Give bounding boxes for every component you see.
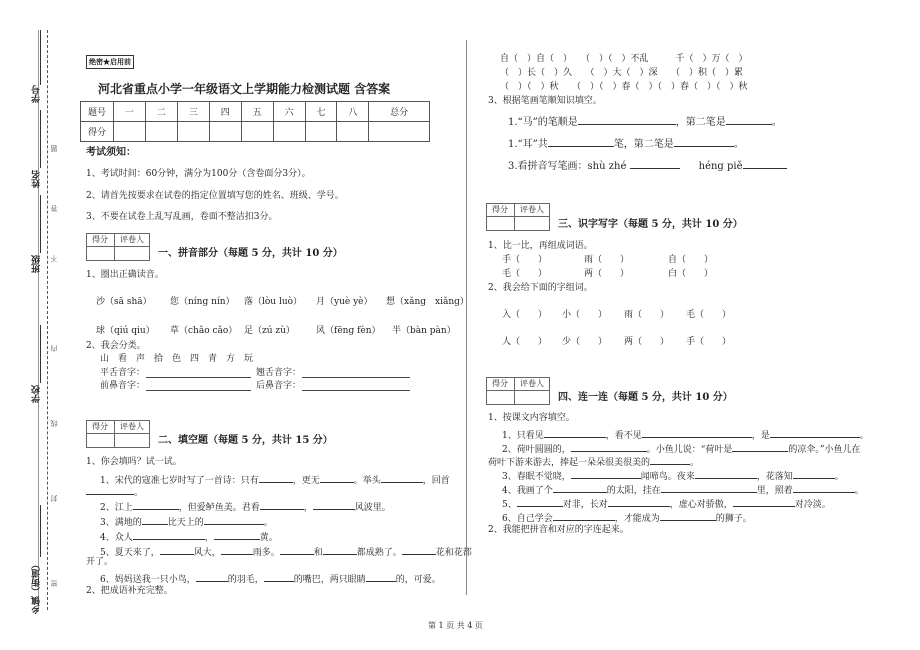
fill-line-5 (100, 544, 472, 559)
page-title: 河北省重点小学一年级语文上学期能力检测试题 含答案 (98, 82, 391, 96)
word-item: 小（ ） (562, 310, 608, 320)
score-input-cell[interactable] (145, 122, 177, 142)
pinyin-item: 风（fēng fèn） (316, 326, 381, 336)
word-item: 两（ ） (624, 337, 670, 347)
fill-blank[interactable] (571, 441, 647, 452)
score-cell: 八 (337, 102, 369, 122)
score-input-cell[interactable] (337, 122, 369, 142)
section1-title: 一、拼音部分（每题 5 分，共计 10 分） (158, 248, 343, 259)
fill-blank[interactable] (260, 499, 304, 510)
grader-score-label: 得分 (492, 205, 508, 214)
fill-line-3 (100, 514, 273, 529)
fill-blank[interactable] (204, 514, 264, 525)
score-input-cell[interactable] (369, 122, 430, 142)
fill-blank[interactable] (571, 468, 641, 479)
fill-blank[interactable] (320, 472, 354, 483)
passage-line-2-cont (488, 454, 699, 469)
fill-blank[interactable] (661, 482, 757, 493)
score-table-header-row (81, 102, 430, 122)
passage-line-3 (502, 468, 844, 483)
binding-dashed-line (47, 30, 48, 610)
fill-text: 。举头 (353, 476, 381, 486)
pinyin-item: 足（zú zù） (244, 326, 295, 336)
fill-text: 。 (263, 518, 273, 528)
section3-q1: 1、比一比，再组成词语。 (488, 241, 593, 251)
score-cell: 七 (305, 102, 337, 122)
fill-text: 的太阳，挂在 (606, 486, 661, 496)
fill-text: ，才能成为 (614, 514, 660, 524)
notice-item: 2、请首先按要求在试卷的指定位置填写您的姓名、班级、学号。 (86, 191, 344, 201)
fill-text: 1、只看见 (502, 431, 544, 441)
fill-blank[interactable] (313, 499, 355, 510)
compare-item: 白（ ） (668, 269, 714, 279)
fill-text: 对冷淡。 (794, 500, 831, 510)
passage-line-5 (502, 496, 831, 511)
pinyin-item: 沙（sā shā） (96, 297, 152, 307)
score-cell: 二 (145, 102, 177, 122)
section2-title: 二、填空题（每题 5 分，共计 15 分） (158, 435, 333, 446)
secret-label: 绝密★启用前 (86, 55, 134, 69)
fill-blank[interactable] (366, 571, 396, 582)
score-cell: 题号 (81, 102, 114, 122)
section3-q2: 2、我会给下面的字组词。 (488, 283, 593, 293)
school-label: 学校 (32, 385, 42, 403)
fill-blank[interactable] (381, 472, 423, 483)
score-input-cell[interactable] (209, 122, 241, 142)
section1-q2: 2、我会分类。 (86, 341, 146, 351)
fill-blank[interactable] (578, 114, 676, 125)
section4-q1: 1、按课文内容填空。 (488, 413, 575, 423)
fill-text: 5、夏天来了， (100, 548, 160, 558)
grader-box (86, 233, 150, 261)
township-label: 乡镇（街道） (32, 560, 42, 614)
name-label: 姓名 (32, 170, 42, 188)
fill-text: 4、众人 (100, 533, 133, 543)
fill-text: ，是 (751, 431, 770, 441)
fill-blank[interactable] (133, 529, 205, 540)
dash-word-mi: 密 (50, 580, 58, 587)
fill-blank[interactable] (264, 571, 294, 582)
grader-box (486, 377, 550, 405)
fill-line-6 (100, 571, 441, 586)
grader-box (86, 420, 150, 448)
fill-blank[interactable] (642, 427, 752, 438)
fill-text: 3.看拼音写笔画：shù zhé (508, 161, 627, 172)
fill-blank[interactable] (214, 529, 260, 540)
fill-line-5-cont: 开了。 (86, 557, 114, 567)
score-cell: 一 (114, 102, 146, 122)
fill-blank[interactable] (259, 472, 293, 483)
front-nasal-blank[interactable] (146, 390, 251, 391)
compare-item: 自（ ） (668, 255, 714, 265)
section1-q1: 1、圈出正确读音。 (86, 270, 164, 280)
section4-title: 四、连一连（每题 5 分，共计 10 分） (558, 392, 733, 403)
grader-reviewer-label: 评卷人 (120, 235, 144, 244)
pinyin-item: 想（xǎng xiǎng） (386, 297, 469, 307)
word-item: 入（ ） (502, 310, 548, 320)
grader-score-label: 得分 (92, 235, 108, 244)
compare-item: 毛（ ） (502, 269, 548, 279)
fill-text: ， (303, 503, 313, 513)
fill-text: 闻啼鸟。夜来 (640, 472, 695, 482)
school-blank[interactable] (40, 325, 41, 383)
word-item: 手（ ） (686, 337, 732, 347)
compare-item: 雨（ ） (584, 255, 630, 265)
score-cell: 四 (209, 102, 241, 122)
score-input-cell[interactable] (273, 122, 305, 142)
fill-line-1-cont: 。 (86, 484, 143, 499)
fill-blank[interactable] (743, 158, 787, 169)
dash-word-da: 答 (50, 205, 58, 212)
section3-title: 三、识字写字（每题 5 分，共计 10 分） (558, 219, 743, 230)
fill-blank[interactable] (553, 482, 607, 493)
notice-heading: 考试须知： (86, 147, 136, 158)
score-cell: 得分 (81, 122, 114, 142)
fill-text: ， (204, 533, 214, 543)
notice-item: 3、不要在试卷上乱写乱画，卷面不整洁扣3分。 (86, 212, 278, 222)
fill-text: ，看不见 (605, 431, 642, 441)
fill-text: ，虚心对骄傲， (669, 500, 733, 510)
fill-text: 1.“马”的笔顺是 (508, 117, 578, 128)
fill-text: 1.“耳”共 (508, 139, 548, 150)
classify-chars: 山 看 声 拾 色 四 青 方 玩 (100, 354, 254, 364)
pinyin-item: 草（chǎo cǎo） (170, 326, 238, 336)
score-input-cell[interactable] (305, 122, 337, 142)
grader-reviewer-label: 评卷人 (520, 205, 544, 214)
pinyin-item: 您（níng nín） (170, 297, 235, 307)
fill-text: 的嘴巴，两只眼睛 (293, 575, 366, 585)
fill-text: 5、 (502, 500, 517, 510)
back-nasal-blank[interactable] (302, 390, 410, 391)
fill-text: 3、满地的 (100, 518, 142, 528)
fill-text: 荷叶下游来游去，捧起一朵朵很美很美的 (488, 458, 651, 468)
fill-text: 的凉伞。”小鱼儿在 (788, 445, 861, 455)
idiom-row: （ ）（ ）秋 （ ）（ ）春（ ）（ ）春（ ）（ ）秋 (500, 82, 748, 92)
fill-blank[interactable] (660, 510, 716, 521)
fill-line-4 (100, 529, 278, 544)
dash-word-ti: 题 (50, 145, 58, 152)
fill-text: 。 (733, 139, 744, 150)
fill-blank[interactable] (517, 496, 563, 507)
stroke-question: 3、根据笔画笔顺知识填空。 (488, 96, 602, 106)
fill-text: 花和花都 (435, 548, 472, 558)
fill-blank[interactable] (733, 496, 795, 507)
fill-text: héng piě (698, 161, 743, 172)
dash-word-feng: 封 (50, 495, 58, 502)
compare-item: 手（ ） (502, 255, 548, 265)
fill-text: 。 (834, 472, 844, 482)
front-nasal-label: 前鼻音字： (100, 381, 146, 391)
fill-blank[interactable] (142, 514, 168, 525)
fill-text: 黄。 (259, 533, 278, 543)
curl-tongue-label: 翘舌音字： (256, 368, 302, 378)
flat-tongue-blank[interactable] (146, 377, 251, 378)
fill-text: 的羽毛， (227, 575, 264, 585)
fill-text: 对非，长对 (562, 500, 608, 510)
fill-blank[interactable] (695, 468, 757, 479)
idiom-row: （ ）长（ ）久 （ ）大（ ）深 （ ）积（ ）累 (500, 68, 744, 78)
fill-blank[interactable] (196, 571, 228, 582)
student-id-label: 学号 (32, 85, 42, 103)
fill-blank[interactable] (323, 544, 357, 555)
fill-blank[interactable] (630, 158, 680, 169)
fill-blank[interactable] (770, 427, 860, 438)
fill-text: 和 (313, 548, 323, 558)
fill-blank[interactable] (160, 544, 194, 555)
fill-text: 笔，第二笔是 (613, 139, 674, 150)
class-label: 班级 (32, 255, 42, 273)
fill-text: 2、江上 (100, 503, 133, 513)
township-blank[interactable] (40, 505, 41, 557)
fill-text: 的，可爱。 (395, 575, 441, 585)
fill-text: 2、荷叶圆圆的， (502, 445, 571, 455)
stroke-line-1 (508, 114, 782, 129)
fill-line-2 (100, 499, 391, 514)
score-cell: 五 (241, 102, 273, 122)
fill-blank[interactable] (548, 136, 614, 147)
fill-text: ，更无 (292, 476, 320, 486)
compare-item: 两（ ） (584, 269, 630, 279)
grader-score-label: 得分 (492, 379, 508, 388)
notice-item: 1、考试时间：60分钟，满分为100分（含卷面分3分）。 (86, 169, 311, 179)
fill-text: 3、春眠不觉晓， (502, 472, 571, 482)
fill-text: 。小鱼儿说：“荷叶是 (646, 445, 733, 455)
pinyin-item: 月（yuè yè） (316, 297, 373, 307)
word-item: 雨（ ） (624, 310, 670, 320)
fill-text: 6、自己学会 (502, 514, 553, 524)
score-cell: 总分 (369, 102, 430, 122)
word-item: 少（ ） (562, 337, 608, 347)
fill-text: 都成熟了。 (356, 548, 402, 558)
fill-line-1 (100, 472, 450, 487)
fill-text: 。 (771, 117, 782, 128)
score-cell: 三 (177, 102, 209, 122)
fill-text: ，回首 (422, 476, 450, 486)
section2-q2: 2、把成语补充完整。 (86, 586, 173, 596)
passage-line-6 (502, 510, 752, 525)
fill-blank[interactable] (553, 510, 615, 521)
fill-text: ，但爱鲈鱼美。君看 (178, 503, 260, 513)
column-divider (466, 40, 467, 595)
fill-blank[interactable] (650, 454, 690, 465)
name-blank[interactable] (40, 110, 41, 168)
score-input-cell[interactable] (114, 122, 146, 142)
fill-blank[interactable] (674, 136, 734, 147)
idiom-row: 自（ ）自（ ） （ ）（ ）不乱 千（ ）万（ ） (500, 54, 748, 64)
fill-text: 的狮子。 (715, 514, 752, 524)
score-table-score-row (81, 122, 430, 142)
fill-text: ，第二笔是 (675, 117, 726, 128)
fill-blank[interactable] (221, 544, 253, 555)
grader-box (486, 203, 550, 231)
fill-text: 1、宋代的寇准七岁时写了一首诗：只有 (100, 476, 259, 486)
binding-solid-line (38, 30, 39, 610)
fill-blank[interactable] (608, 496, 670, 507)
fill-text: 。 (690, 458, 700, 468)
score-input-cell[interactable] (241, 122, 273, 142)
passage-line-1 (502, 427, 869, 442)
fill-blank[interactable] (544, 427, 606, 438)
fill-blank[interactable] (86, 484, 134, 495)
back-nasal-label: 后鼻音字： (256, 381, 302, 391)
stroke-line-3 (508, 158, 787, 173)
fill-blank[interactable] (793, 468, 835, 479)
grader-reviewer-label: 评卷人 (120, 422, 144, 431)
class-blank[interactable] (40, 195, 41, 253)
dash-word-nei: 内 (50, 345, 58, 352)
word-item: 毛（ ） (686, 310, 732, 320)
pinyin-item: 球（qiú qiu） (96, 326, 155, 336)
pinyin-item: 半（bàn pàn） (392, 326, 456, 336)
score-input-cell[interactable] (177, 122, 209, 142)
student-id-blank[interactable] (40, 30, 41, 85)
stroke-line-2 (508, 136, 744, 151)
score-cell: 六 (273, 102, 305, 122)
fill-blank[interactable] (732, 441, 788, 452)
fill-text: 。 (854, 486, 864, 496)
fill-blank[interactable] (133, 499, 179, 510)
section4-q2: 2、我能把拼音和对应的字连起来。 (488, 525, 629, 535)
fill-text: 。 (859, 431, 869, 441)
grader-reviewer-label: 评卷人 (520, 379, 544, 388)
dash-word-xian: 线 (50, 420, 58, 427)
fill-text: 比天上的 (167, 518, 204, 528)
fill-text: 4、我画了个 (502, 486, 553, 496)
fill-blank[interactable] (280, 544, 314, 555)
fill-text: 6、妈妈送我一只小鸟， (100, 575, 196, 585)
dash-word-bu: 不 (50, 255, 58, 262)
word-item: 人（ ） (502, 337, 548, 347)
pinyin-item: 落（lòu luò） (244, 297, 303, 307)
section2-q1: 1、你会填吗？试一试。 (86, 457, 182, 467)
curl-tongue-blank[interactable] (302, 377, 410, 378)
fill-blank[interactable] (793, 482, 855, 493)
page-number: 第 1 页 共 4 页 (428, 621, 483, 630)
fill-text: 雨多。 (252, 548, 280, 558)
score-table (80, 101, 430, 142)
fill-text: 风波里。 (354, 503, 391, 513)
fill-blank[interactable] (402, 544, 436, 555)
passage-line-4 (502, 482, 864, 497)
flat-tongue-label: 平舌音字： (100, 368, 146, 378)
fill-text: 里，照着 (756, 486, 793, 496)
fill-blank[interactable] (726, 114, 772, 125)
grader-score-label: 得分 (92, 422, 108, 431)
fill-text: ，花落知 (756, 472, 793, 482)
fill-text: 风大， (193, 548, 221, 558)
